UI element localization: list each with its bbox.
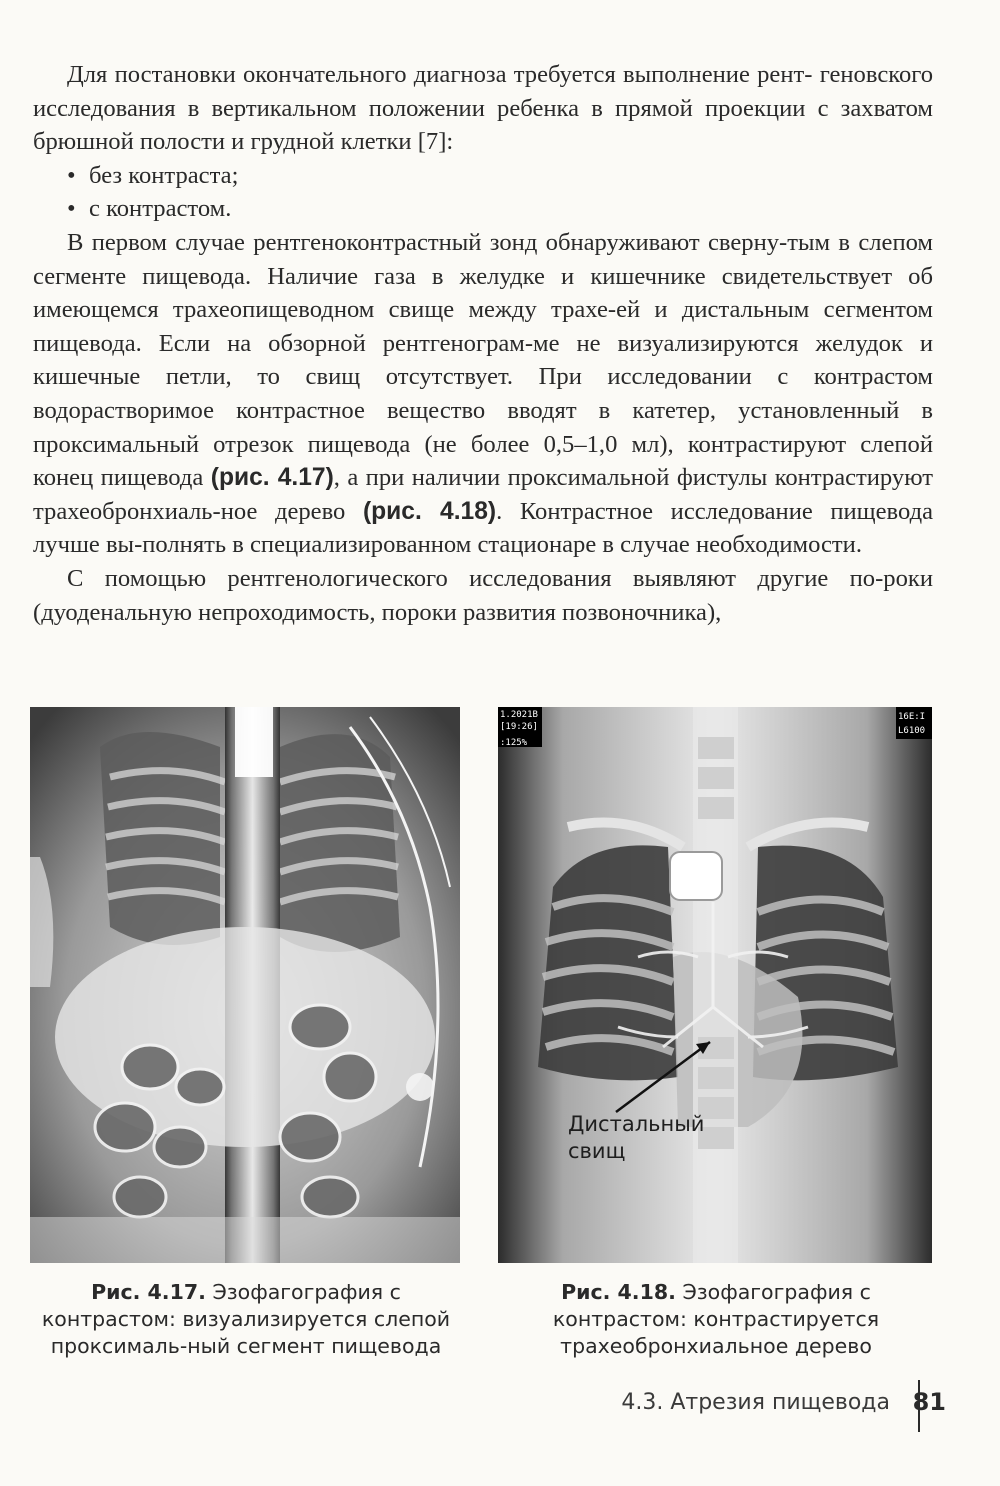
stamp-right-1: 16Е:I bbox=[898, 712, 926, 722]
stamp-right-2: L6100 bbox=[898, 726, 926, 736]
stamp-date: 1.2021В bbox=[500, 710, 538, 720]
caption-text: Эзофагография с контрастом: контрастируется трахеобронхиальное дерево bbox=[552, 1280, 880, 1358]
running-footer-section: 4.3. Атрезия пищевода bbox=[621, 1390, 890, 1415]
figure-reference: (рис. 4.18) bbox=[362, 497, 497, 525]
paragraph-3: С помощью рентгенологического исследования выявляют другие по-роки (дуоденальную непроходимость, пороки развития позвоночника), bbox=[33, 564, 933, 626]
bullet-text: без контраста; bbox=[89, 161, 239, 189]
paragraph-2-text: . Контрастное исследование пищевода лучше вы-полнять в специализированном стационаре в случае необходимости. bbox=[33, 497, 933, 559]
stamp-time: [19:26] bbox=[500, 722, 538, 732]
figure-4-17-caption bbox=[28, 1279, 464, 1360]
annotation-distal-fistula-line2: свищ bbox=[568, 1139, 626, 1163]
bullet-text: с контрастом. bbox=[89, 195, 232, 223]
list-item bbox=[67, 192, 933, 226]
paragraph-1-line-3: проекции с захватом брюшной полости и грудной клетки [7]: bbox=[33, 94, 933, 156]
xray-image bbox=[498, 707, 932, 1263]
body-text bbox=[33, 58, 933, 629]
figure-4-18-xray bbox=[498, 707, 932, 1263]
annotation-distal-fistula-line1: Дистальный bbox=[568, 1112, 705, 1136]
paragraph-1 bbox=[33, 58, 933, 159]
paragraph-1-line-1: Для постановки окончательного диагноза требуется выполнение рент- bbox=[67, 61, 813, 88]
bullet-icon: • bbox=[67, 195, 76, 223]
figure-4-17-xray bbox=[30, 707, 460, 1263]
stamp-zoom: :125% bbox=[500, 738, 528, 748]
bullet-list bbox=[33, 159, 933, 226]
caption-number: Рис. 4.17. bbox=[91, 1280, 206, 1304]
paragraph-2 bbox=[33, 226, 933, 562]
paragraph-1-line-2: геновского исследования в вертикальном положении ребенка в прямой bbox=[33, 61, 934, 122]
figure-reference: (рис. 4.17) bbox=[210, 464, 334, 492]
figure-4-18-caption bbox=[496, 1279, 936, 1360]
page-number: 81 bbox=[912, 1388, 946, 1416]
list-item bbox=[67, 159, 933, 193]
paragraph-2-text: В первом случае рентгеноконтрастный зонд обнаруживают сверну-тым в слепом сегменте пищевода. Наличие газа в желудке и кишечнике свидетельствует об имеющемся трахеопищеводном свище между трахе-ей и дистальным сегментом пищевода. Если на обзорной рентгенограм-ме не визуализируются желудок и кишечные петли, то свищ отсутствует. При исследовании с контрастом водорастворимое контрастное вещество вводят в катетер, установленный в проксимальный отрезок пищевода (не более 0,5–1,0 мл), контрастируют слепой конец пищевода bbox=[33, 228, 933, 492]
caption-number: Рис. 4.18. bbox=[561, 1280, 676, 1304]
paragraph-2-text: , а при наличии проксимальной фистулы контрастируют трахеобронхиаль-ное дерево bbox=[33, 464, 934, 525]
bullet-icon: • bbox=[67, 161, 76, 189]
caption-text: Эзофагография с контрастом: визуализируется слепой проксималь-ный сегмент пищевода bbox=[41, 1280, 451, 1358]
xray-image bbox=[30, 707, 460, 1263]
